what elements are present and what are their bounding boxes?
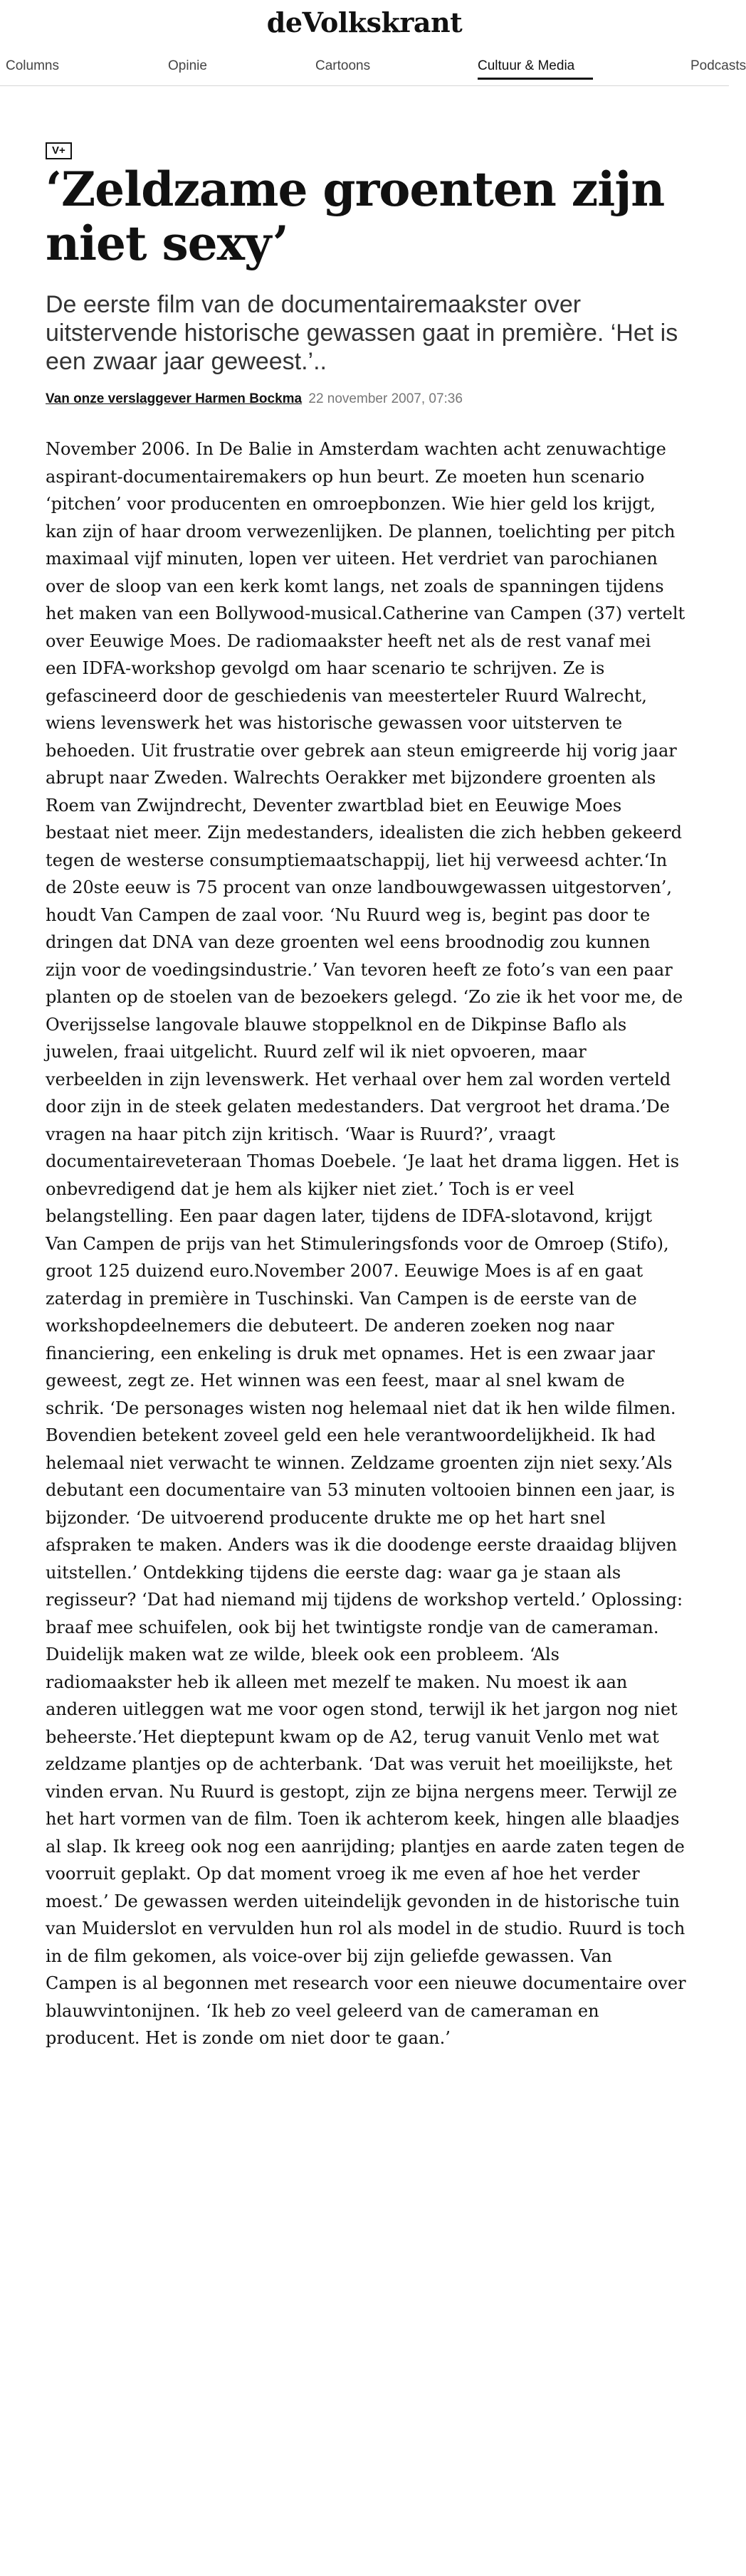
article-body: November 2006. In De Balie in Amsterdam wachten acht zenuwachtige aspirant-documentairemakers op hun beurt. Ze moeten hun scenario ‘pitchen’ voor producenten en omroepbonzen. Wie hier geld los krijgt, kan zijn of haar droom verwezenlijken. De plannen, toelichting per pitch maximaal vijf minuten, lopen ver uiteen. Het verdriet van parochianen over de sloop van een kerk komt langs, net zoals de spanningen tijdens het maken van een Bollywood-musical.Catherine van Campen (37) vertelt over Eeuwige Moes. De radiomaakster heeft net als de rest vanaf mei een IDFA-workshop gevolgd om haar scenario te schrijven. Ze is gefascineerd door de geschiedenis van meesterteler Ruurd Walrecht, wiens levenswerk het was historische gewassen voor uitsterven te behoeden. Uit frustratie over gebrek aan steun emigreerde hij vorig jaar abrupt naar Zweden. Walrechts Oerakker met bijzondere groenten als Roem van Zwijndrecht, Deventer zwartblad biet en Eeuwige Moes bestaat niet meer. Zijn medestanders, idealisten die zich hebben gekeerd tegen de westerse consumptiemaatschappij, liet hij verweesd achter.‘In de 20ste eeuw is 75 procent van onze landbouwgewassen uitgestorven’, houdt Van Campen de zaal voor. ‘Nu Ruurd weg is, begint pas door te dringen dat DNA van deze groenten wel eens broodnodig zou kunnen zijn voor de voedingsindustrie.’ Van tevoren heeft ze foto’s van een paar planten op de stoelen van de bezoekers gelegd. ‘Zo zie ik het voor me, de Overijsselse langovale blauwe stoppelknol en de Dikpinse Baflo als juwelen, fraai uitgelicht. Ruurd zelf wil ik niet opvoeren, maar verbeelden in zijn levenswerk. Het verhaal over hem zal worden verteld door zijn in de steek gelaten medestanders. Dat vergroot het drama.’De vragen na haar pitch zijn kritisch. ‘Waar is Ruurd?’, vraagt documentaireveteraan Thomas Doebele. ‘Je laat het drama liggen. Het is onbevredigend dat je hem als kijker niet ziet.’ Toch is er veel belangstelling. Een paar dagen later, tijdens de IDFA-slotavond, krijgt Van Campen de prijs van het Stimuleringsfonds voor de Omroep (Stifo), groot 125 duizend euro.November 2007. Eeuwige Moes is af en gaat zaterdag in première in Tuschinski. Van Campen is de eerste van de workshopdeelnemers die debuteert. De anderen zoeken nog naar financiering, een enkeling is druk met opnames. Het is een zwaar jaar geweest, zegt ze. Het winnen was een feest, maar al snel kwam de schrik. ‘De personages wisten nog helemaal niet dat ik hen wilde filmen. Bovendien betekent zoveel geld een hele verantwoordelijkheid. Ik had helemaal niet verwacht te winnen. Zeldzame groenten zijn niet sexy.’Als debutant een documentaire van 53 minuten voltooien binnen een jaar, is bijzonder. ‘De uitvoerend producente drukte me op het hart snel afspraken te maken. Anders was ik die doodenge eerste draaidag blijven uitstellen.’ Ontdekking tijdens die eerste dag: waar ga je staan als regisseur? ‘Dat had niemand mij tijdens de workshop verteld.’ Oplossing: braaf mee schuifelen, ook bij het twintigste rondje van de cameraman. Duidelijk maken wat ze wilde, bleek ook een probleem. ‘Als radiomaakster heb ik alleen met mezelf te maken. Nu moest ik aan anderen uitleggen wat me voor ogen stond, terwijl ik het jargon nog niet beheerste.’Het dieptepunt kwam op de A2, terug vanuit Venlo met wat zeldzame plantjes op de achterbank. ‘Dat was veruit het moeilijkste, het vinden ervan. Nu Ruurd is gestopt, zijn ze bijna nergens meer. Terwijl ze het hart vormen van de film. Toen ik achterom keek, hingen alle blaadjes al slap. Ik kreeg ook nog een aanrijding; plantjes en aarde zaten tegen de voorruit geplakt. Op dat moment vroeg ik me even af hoe het verder moest.’ De gewassen werden uiteindelijk gevonden in de historische tuin van Muiderslot en vervulden hun rol als model in de studio. Ruurd is toch in de film gekomen, als voice-over bij zijn geliefde gewassen. Van Campen is al begonnen met research voor een nieuwe documentaire over blauwvintonijnen. ‘Ik heb zo veel geleerd van de cameraman en producent. Het is zonde om niet door te gaan.’ [46, 439, 686, 2048]
nav-item-podcasts[interactable]: Podcasts [690, 58, 746, 73]
masthead [0, 0, 729, 44]
author-link[interactable]: Van onze verslaggever Harmen Bockma [46, 391, 303, 406]
article-title: ‘Zeldzame groenten zijn niet sexy’ [46, 162, 665, 271]
premium-badge: V+ [46, 142, 72, 159]
nav-item-columns[interactable]: Columns [6, 58, 59, 73]
byline [46, 390, 686, 408]
publish-date: 22 november 2007, 07:36 [308, 391, 463, 406]
article [46, 142, 686, 2052]
section-nav [0, 44, 746, 86]
active-tab-indicator [478, 78, 593, 80]
nav-item-cartoons[interactable]: Cartoons [315, 58, 371, 73]
nav-item-cultuur-media[interactable]: Cultuur & Media [478, 58, 575, 73]
nav-item-opinie[interactable]: Opinie [168, 58, 207, 73]
site-logo[interactable]: deVolkskrant [266, 6, 463, 38]
article-lede: De eerste film van de documentairemaakster over uitstervende historische gewassen gaat in première. ‘Het is een zwaar jaar geweest.’.. [46, 291, 678, 375]
